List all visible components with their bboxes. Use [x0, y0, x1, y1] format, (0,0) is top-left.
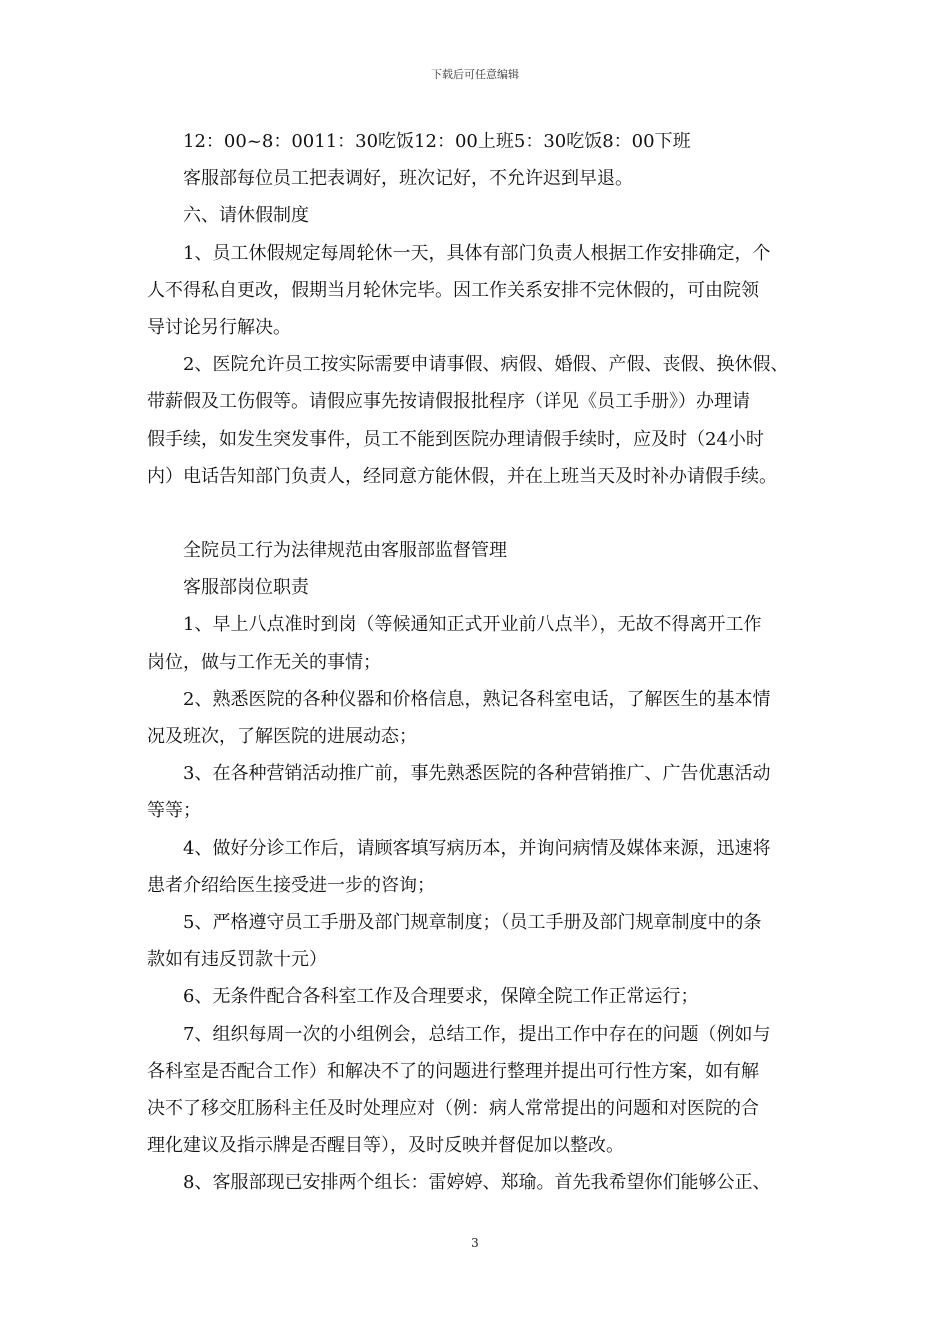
- paragraph-line: 况及班次，了解医院的进展动态；: [147, 726, 417, 747]
- paragraph-line: 等等；: [147, 800, 201, 822]
- paragraph-line: 决不了移交肛肠科主任及时处理应对（例：病人常常提出的问题和对医院的合: [147, 1097, 759, 1119]
- paragraph-line: 患者介绍给医生接受进一步的咨询；: [147, 874, 435, 896]
- paragraph-line: 理化建议及指示牌是否醒目等），及时反映并督促加以整改。: [147, 1135, 624, 1157]
- paragraph-line: 带薪假及工伤假等。请假应事先按请假报批程序（详见《员工手册》）办理请: [147, 391, 750, 413]
- paragraph-line: 假手续，如发生突发事件，员工不能到医院办理请假手续时，应及时（24小时: [147, 428, 764, 450]
- paragraph-line: 客服部每位员工把表调好，班次记好，不允许迟到早退。: [183, 168, 633, 190]
- paragraph-line: 导讨论另行解决。: [147, 316, 291, 338]
- paragraph-line: 全院员工行为法律规范由客服部监督管理: [183, 540, 507, 562]
- paragraph-line: 12：00~8：0011：30吃饭12：00上班5：30吃饭8：00下班: [183, 131, 691, 152]
- paragraph-line: 1、员工休假规定每周轮休一天，具体有部门负责人根据工作安排确定，个: [183, 242, 771, 264]
- paragraph-line: 2、熟悉医院的各种仪器和价格信息，熟记各科室电话，了解医生的基本情: [183, 688, 771, 710]
- paragraph-line: 6、无条件配合各科室工作及合理要求，保障全院工作正常运行；: [183, 986, 699, 1008]
- paragraph-line: 3、在各种营销活动推广前，事先熟悉医院的各种营销推广、广告优惠活动: [183, 763, 771, 785]
- blank-line: [147, 495, 815, 532]
- paragraph-line: 岗位，做与工作无关的事情；: [147, 651, 381, 673]
- paragraph-line: 5、严格遵守员工手册及部门规章制度；（员工手册及部门规章制度中的条: [183, 911, 762, 933]
- paragraph-line: 4、做好分诊工作后，请顾客填写病历本，并询问病情及媒体来源，迅速将: [183, 837, 771, 859]
- page-number: 3: [471, 1236, 479, 1250]
- paragraph-line: 内）电话告知部门负责人，经同意方能休假，并在上班当天及时补办请假手续。: [147, 465, 777, 487]
- paragraph-line: 2、医院允许员工按实际需要申请事假、病假、婚假、产假、丧假、换休假、: [183, 354, 789, 376]
- paragraph-line: 8、客服部现已安排两个组长：雷婷婷、郑瑜。首先我希望你们能够公正、: [183, 1172, 771, 1194]
- paragraph-line: 人不得私自更改，假期当月轮休完毕。因工作关系安排不完休假的，可由院领: [147, 279, 759, 301]
- page-header: 下载后可任意编辑: [431, 68, 519, 81]
- section-heading: 客服部岗位职责: [183, 577, 309, 599]
- paragraph-line: 7、组织每周一次的小组例会，总结工作，提出工作中存在的问题（例如与: [183, 1023, 771, 1045]
- paragraph-line: 款如有违反罚款十元）: [147, 949, 327, 971]
- paragraph-line: 各科室是否配合工作）和解决不了的问题进行整理并提出可行性方案，如有解: [147, 1060, 759, 1082]
- paragraph-line: 1、早上八点准时到岗（等候通知正式开业前八点半），无故不得离开工作: [183, 614, 762, 636]
- section-heading: 六、请休假制度: [183, 205, 309, 227]
- document-body: [147, 123, 815, 1201]
